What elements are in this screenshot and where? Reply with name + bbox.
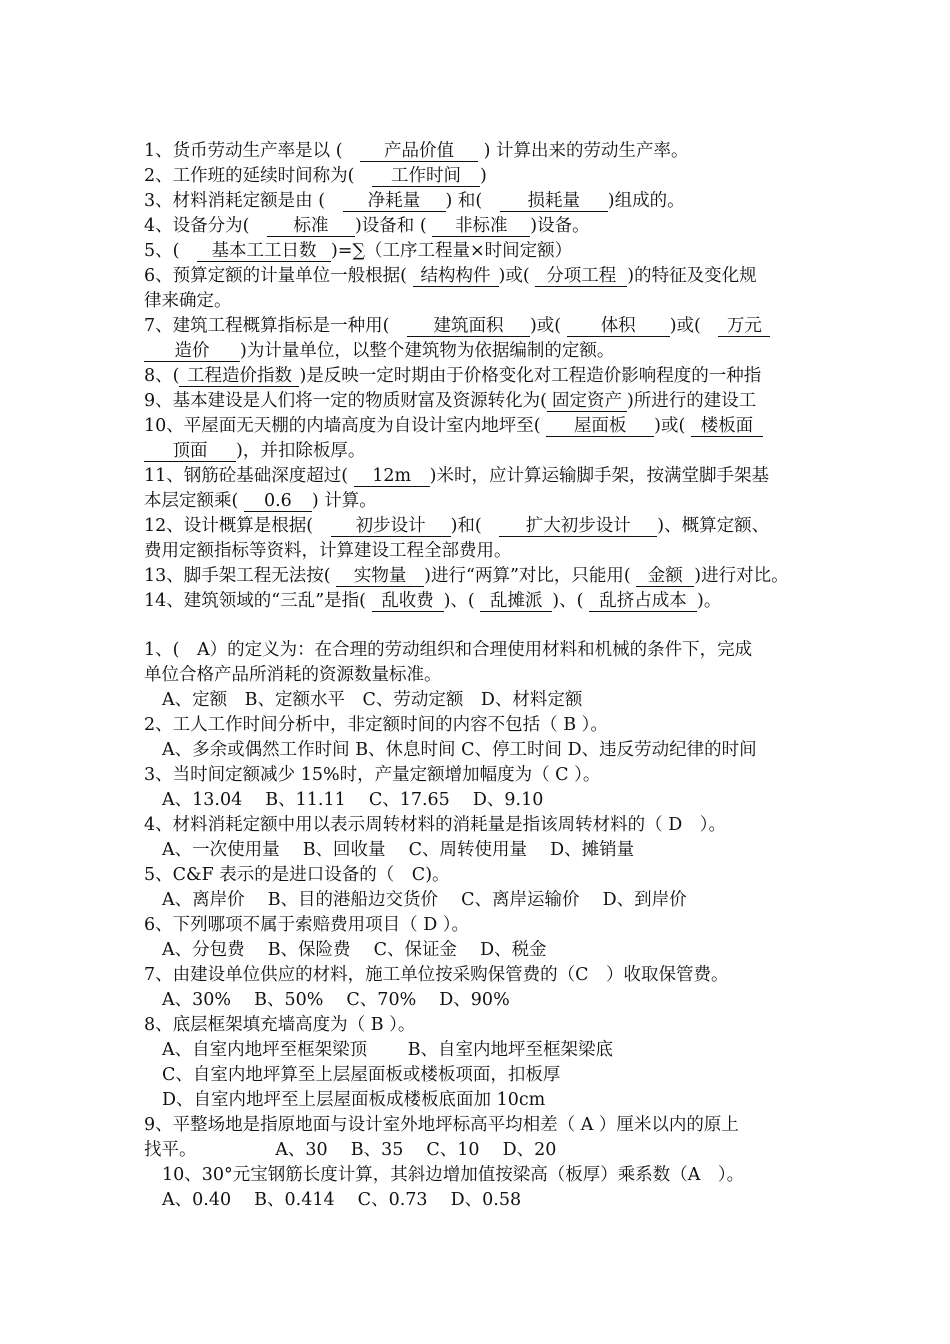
choice-question-line: 9、平整场地是指原地面与设计室外地坪标高平均相差（ A ）厘米以内的原上 [144, 1115, 739, 1135]
question-text: )或( [654, 416, 691, 436]
question-text: 费用定额指标等资料，计算建设工程全部费用。 [144, 541, 512, 561]
answer-blank: 屋面板 [546, 416, 654, 437]
question-text: 2、工作班的延续时间称为( [144, 166, 372, 186]
answer-blank: 初步设计 [331, 516, 451, 537]
answer-blank: 工程造价指数 [179, 366, 299, 387]
answer-blank: 净耗量 [343, 191, 446, 212]
fill-question-line [144, 314, 814, 338]
question-text: ) 和( [445, 191, 500, 211]
fill-question-line [144, 464, 814, 488]
choice-question-line: 10、30°元宝钢筋长度计算，其斜边增加值按梁高（板厚）乘系数（A ）。 [162, 1165, 745, 1185]
choice-options-line: A、分包费 B、保险费 C、保证金 D、税金 [162, 940, 547, 960]
answer-blank: 乱收费 [372, 591, 444, 612]
answer-blank: 工作时间 [372, 166, 480, 187]
answer-blank: 扩大初步设计 [499, 516, 657, 537]
choice-options-line: C、自室内地坪算至上层屋面板或楼板项面，扣板厚 [162, 1065, 561, 1085]
choice-question-line: 找平。 A、30 B、35 C、10 D、20 [144, 1140, 557, 1160]
fill-question-line [144, 389, 814, 413]
question-text: 4、设备分为( [144, 216, 267, 236]
choice-options-line: A、一次使用量 B、回收量 C、周转使用量 D、摊销量 [162, 840, 635, 860]
answer-blank: 非标准 [432, 216, 530, 237]
question-text: )米时，应计算运输脚手架，按满堂脚手架基 [429, 466, 769, 486]
choice-question-line: 8、底层框架填充墙高度为（ B ）。 [144, 1015, 416, 1035]
answer-blank: 建筑面积 [407, 316, 530, 337]
question-text: 6、预算定额的计量单位一般根据( [144, 266, 413, 286]
question-text: )、( [552, 591, 589, 611]
question-text: 8、( [144, 366, 180, 386]
question-text: )所进行的建设工 [626, 391, 757, 411]
choice-options-line: A、多余或偶然工作时间 B、休息时间 C、停工时间 D、违反劳动纪律的时间 [162, 740, 757, 760]
fill-question-line [144, 239, 814, 263]
answer-blank: 12m [354, 466, 430, 487]
fill-question-line [144, 589, 814, 613]
choice-question-line: 2、工人工作时间分析中，非定额时间的内容不包括（ B ）。 [144, 715, 608, 735]
fill-question-line [144, 139, 814, 163]
fill-question-line [144, 514, 814, 538]
question-text: )进行“两算”对比，只能用( [424, 566, 637, 586]
question-text: )、概算定额、 [657, 516, 770, 536]
question-text: 律来确定。 [144, 291, 232, 311]
answer-blank: 标准 [267, 216, 355, 237]
answer-blank: 乱挤占成本 [589, 591, 697, 612]
answer-blank: 分项工程 [535, 266, 627, 287]
question-text: )、( [443, 591, 481, 611]
answer-blank: 损耗量 [500, 191, 608, 212]
question-text: )或( [498, 266, 536, 286]
question-text: ) 计算出来的劳动生产率。 [478, 141, 689, 161]
choice-question-line: 4、材料消耗定额中用以表示周转材料的消耗量是指该周转材料的（ D ）。 [144, 815, 726, 835]
fill-question-line [144, 289, 814, 313]
question-text: )是反映一定时期由于价格变化对工程造价影响程度的一种指 [299, 366, 762, 386]
question-text: )，并扣除板厚。 [236, 441, 366, 461]
choice-options-line: A、0.40 B、0.414 C、0.73 D、0.58 [162, 1190, 522, 1210]
fill-question-line [144, 189, 814, 213]
fill-question-line [144, 164, 814, 188]
question-text: 5、( [144, 241, 197, 261]
answer-blank: 产品价值 [360, 141, 478, 162]
choice-options-line: A、13.04 B、11.11 C、17.65 D、9.10 [162, 790, 544, 810]
question-text: )或( [669, 316, 719, 336]
answer-blank: 固定资产 [547, 391, 627, 412]
question-text: )设备。 [530, 216, 590, 236]
answer-blank: 结构构件 [413, 266, 499, 287]
question-text: 9、基本建设是人们将一定的物质财富及资源转化为( [144, 391, 547, 411]
choice-options-line: A、30% B、50% C、70% D、90% [162, 990, 510, 1010]
answer-blank: 乱摊派 [480, 591, 552, 612]
choice-question-line: 5、C&F 表示的是进口设备的（ C)。 [144, 865, 450, 885]
question-text: )设备和 ( [354, 216, 433, 236]
question-text: )组成的。 [607, 191, 685, 211]
answer-blank: 实物量 [336, 566, 424, 587]
choice-options-line: A、自室内地坪至框架梁顶 B、自室内地坪至框架梁底 [162, 1040, 614, 1060]
fill-question-line [144, 214, 814, 238]
choice-question-line: 7、由建设单位供应的材料，施工单位按采购保管费的（C ）收取保管费。 [144, 965, 729, 985]
answer-blank: 0.6 [244, 491, 312, 512]
question-text: 10、平屋面无天棚的内墙高度为自设计室内地坪至( [144, 416, 547, 436]
question-text: )。 [697, 591, 722, 611]
choice-options-line: D、自室内地坪至上层屋面板成楼板底面加 10cm [162, 1090, 546, 1110]
fill-question-line [144, 564, 814, 588]
question-text: 12、设计概算是根据( [144, 516, 331, 536]
question-text: )为计量单位，以整个建筑物为依据编制的定额。 [240, 341, 615, 361]
choice-question-line: 单位合格产品所消耗的资源数量标准。 [144, 665, 442, 685]
choice-question-line: 1、( A）的定义为：在合理的劳动组织和合理使用材料和机械的条件下，完成 [144, 640, 753, 660]
question-text: 本层定额乘( [144, 491, 244, 511]
fill-question-line [144, 439, 814, 463]
choice-options-line: A、离岸价 B、目的港船边交货价 C、离岸运输价 D、到岸价 [162, 890, 687, 910]
fill-question-line [144, 339, 814, 363]
fill-question-line [144, 489, 814, 513]
question-text: )或( [529, 316, 567, 336]
choice-options-line: A、定额 B、定额水平 C、劳动定额 D、材料定额 [162, 690, 583, 710]
question-text: )的特征及变化规 [627, 266, 757, 286]
choice-question-line: 6、下列哪项不属于索赔费用项目（ D ）。 [144, 915, 470, 935]
answer-blank: 顶面 [144, 441, 236, 462]
fill-question-line [144, 539, 814, 563]
question-text: 7、建筑工程概算指标是一种用( [144, 316, 407, 336]
answer-blank: 楼板面 [691, 416, 763, 437]
question-text: 1、货币劳动生产率是以 ( [144, 141, 361, 161]
fill-question-line [144, 414, 814, 438]
question-text: 11、钢筋砼基础深度超过( [144, 466, 354, 486]
answer-blank: 基本工工日数 [197, 241, 331, 262]
question-text: 14、建筑领域的“三乱”是指( [144, 591, 372, 611]
question-text: )进行对比。 [694, 566, 789, 586]
answer-blank: 体积 [567, 316, 670, 337]
answer-blank: 造价 [144, 341, 240, 362]
choice-question-line: 3、当时间定额减少 15%时，产量定额增加幅度为（ C ）。 [144, 765, 601, 785]
question-text: 13、脚手架工程无法按( [144, 566, 337, 586]
question-text: ) 计算。 [311, 491, 377, 511]
answer-blank: 金额 [636, 566, 694, 587]
question-text: )和( [450, 516, 500, 536]
question-text: )=∑（工序工程量×时间定额） [330, 241, 573, 261]
fill-question-line [144, 364, 814, 388]
question-text: ) [479, 166, 487, 186]
fill-question-line [144, 264, 814, 288]
answer-blank: 万元 [718, 316, 770, 337]
question-text: 3、材料消耗定额是由 ( [144, 191, 343, 211]
